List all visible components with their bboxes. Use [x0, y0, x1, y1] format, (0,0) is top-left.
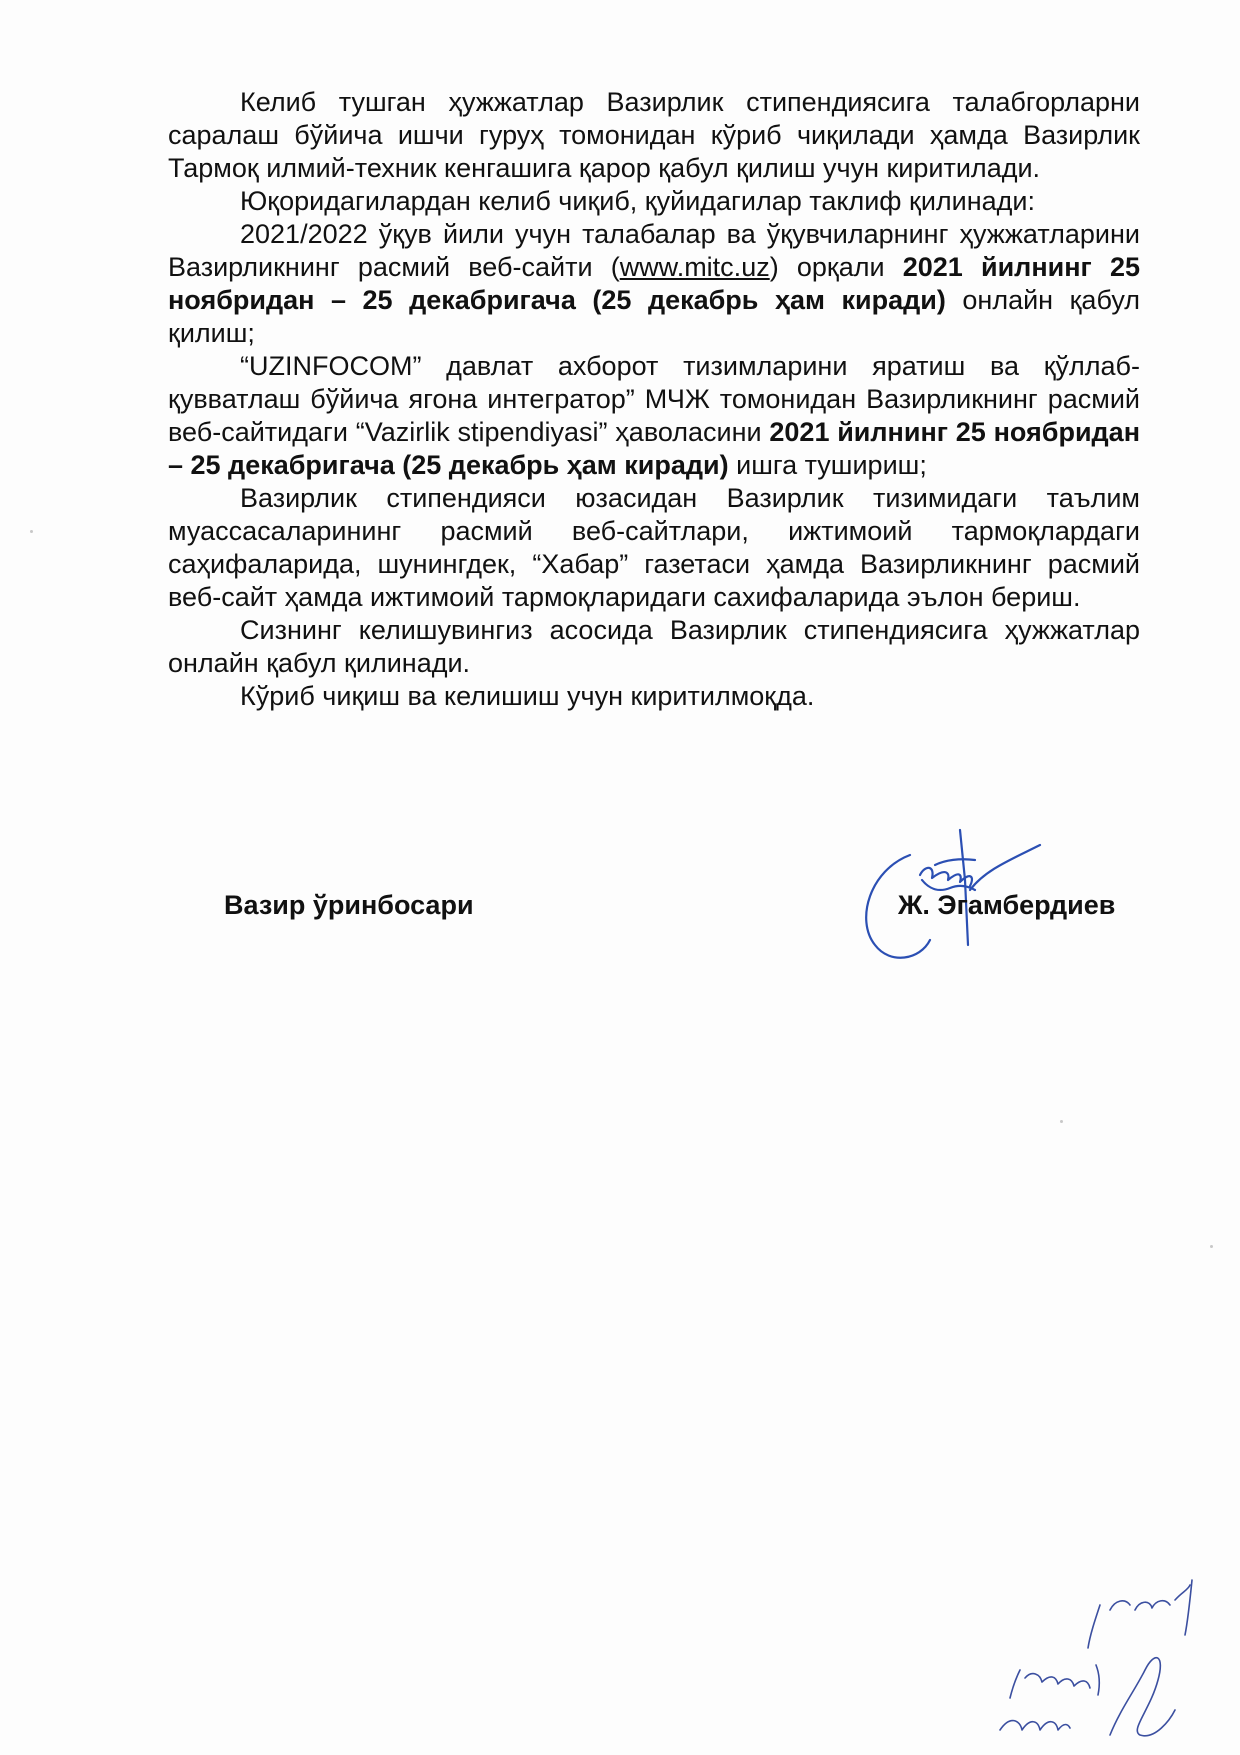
paragraph-text: ишга тушириш;	[728, 450, 927, 480]
paragraph-text: Юқоридагилардан келиб чиқиб, қуйидагилар таклиф қилинади:	[240, 186, 1036, 216]
paragraph-review-procedure	[168, 86, 1140, 185]
paragraph-submitted	[168, 680, 1140, 713]
paragraph-text: Келиб тушган ҳужжатлар Вазирлик стипендиясига талабгорларни саралаш бўйича ишчи гуруҳ томонидан кўриб чиқилади ҳамда Вазирлик Тармоқ илмий-техник кенгашига қарор қабул қилиш учун киритилади.	[168, 87, 1140, 183]
scan-speck	[30, 530, 33, 533]
deadline-bold: 2021 йилнинг 25 ноябридан – 25 декабригача (25 декабрь ҳам киради)	[168, 417, 1141, 480]
paragraph-text: онлайн қабул қилиш;	[168, 285, 1140, 348]
paragraph-announcement	[168, 482, 1140, 614]
paragraph-text: “UZINFOCOM” давлат ахборот тизимларини яратиш ва қўллаб-қувватлаш бўйича ягона интегратор” МЧЖ томонидан Вазирликнинг расмий веб-сайтидаги “Vazirlik stipendiyasi” ҳаволасини	[168, 351, 1140, 447]
handwritten-signature	[850, 820, 1050, 980]
signer-name: Ж. Эгамбердиев	[898, 890, 1116, 920]
scan-speck	[1060, 1120, 1063, 1123]
handwritten-initials	[960, 1570, 1200, 1750]
paragraph-proposal-intro	[168, 185, 1140, 218]
paragraph-text: ) орқали	[769, 252, 903, 282]
letter-body	[168, 86, 1140, 713]
paragraph-text: Сизнинг келишувингиз асосида Вазирлик стипендиясига ҳужжатлар онлайн қабул қилинади.	[168, 615, 1140, 678]
paragraph-text: Кўриб чиқиш ва келишиш учун киритилмоқда.	[240, 681, 815, 711]
scan-speck	[1210, 1245, 1213, 1248]
paragraph-text: 2021/2022 ўқув йили учун талабалар ва ўқувчиларнинг ҳужжатларини Вазирликнинг расмий веб-сайти (	[168, 219, 1140, 282]
paragraph-online-submission	[168, 218, 1140, 350]
paragraph-agreement	[168, 614, 1140, 680]
deadline-bold: 2021 йилнинг 25 ноябридан – 25 декабригача (25 декабрь ҳам киради)	[168, 252, 1140, 315]
paragraph-text: Вазирлик стипендияси юзасидан Вазирлик тизимидаги таълим муассасаларининг расмий веб-сайтлари, ижтимоий тармоқлардаги саҳифаларида, шунингдек, “Хабар” газетаси ҳамда Вазирликнинг расмий веб-сайт ҳамда ижтимоий тармоқларидаги сахифаларида эълон бериш.	[168, 483, 1140, 612]
paragraph-uzinfocom	[168, 350, 1140, 482]
signer-position: Вазир ўринбосари	[224, 890, 474, 920]
website-link[interactable]: www.mitc.uz	[619, 252, 770, 282]
